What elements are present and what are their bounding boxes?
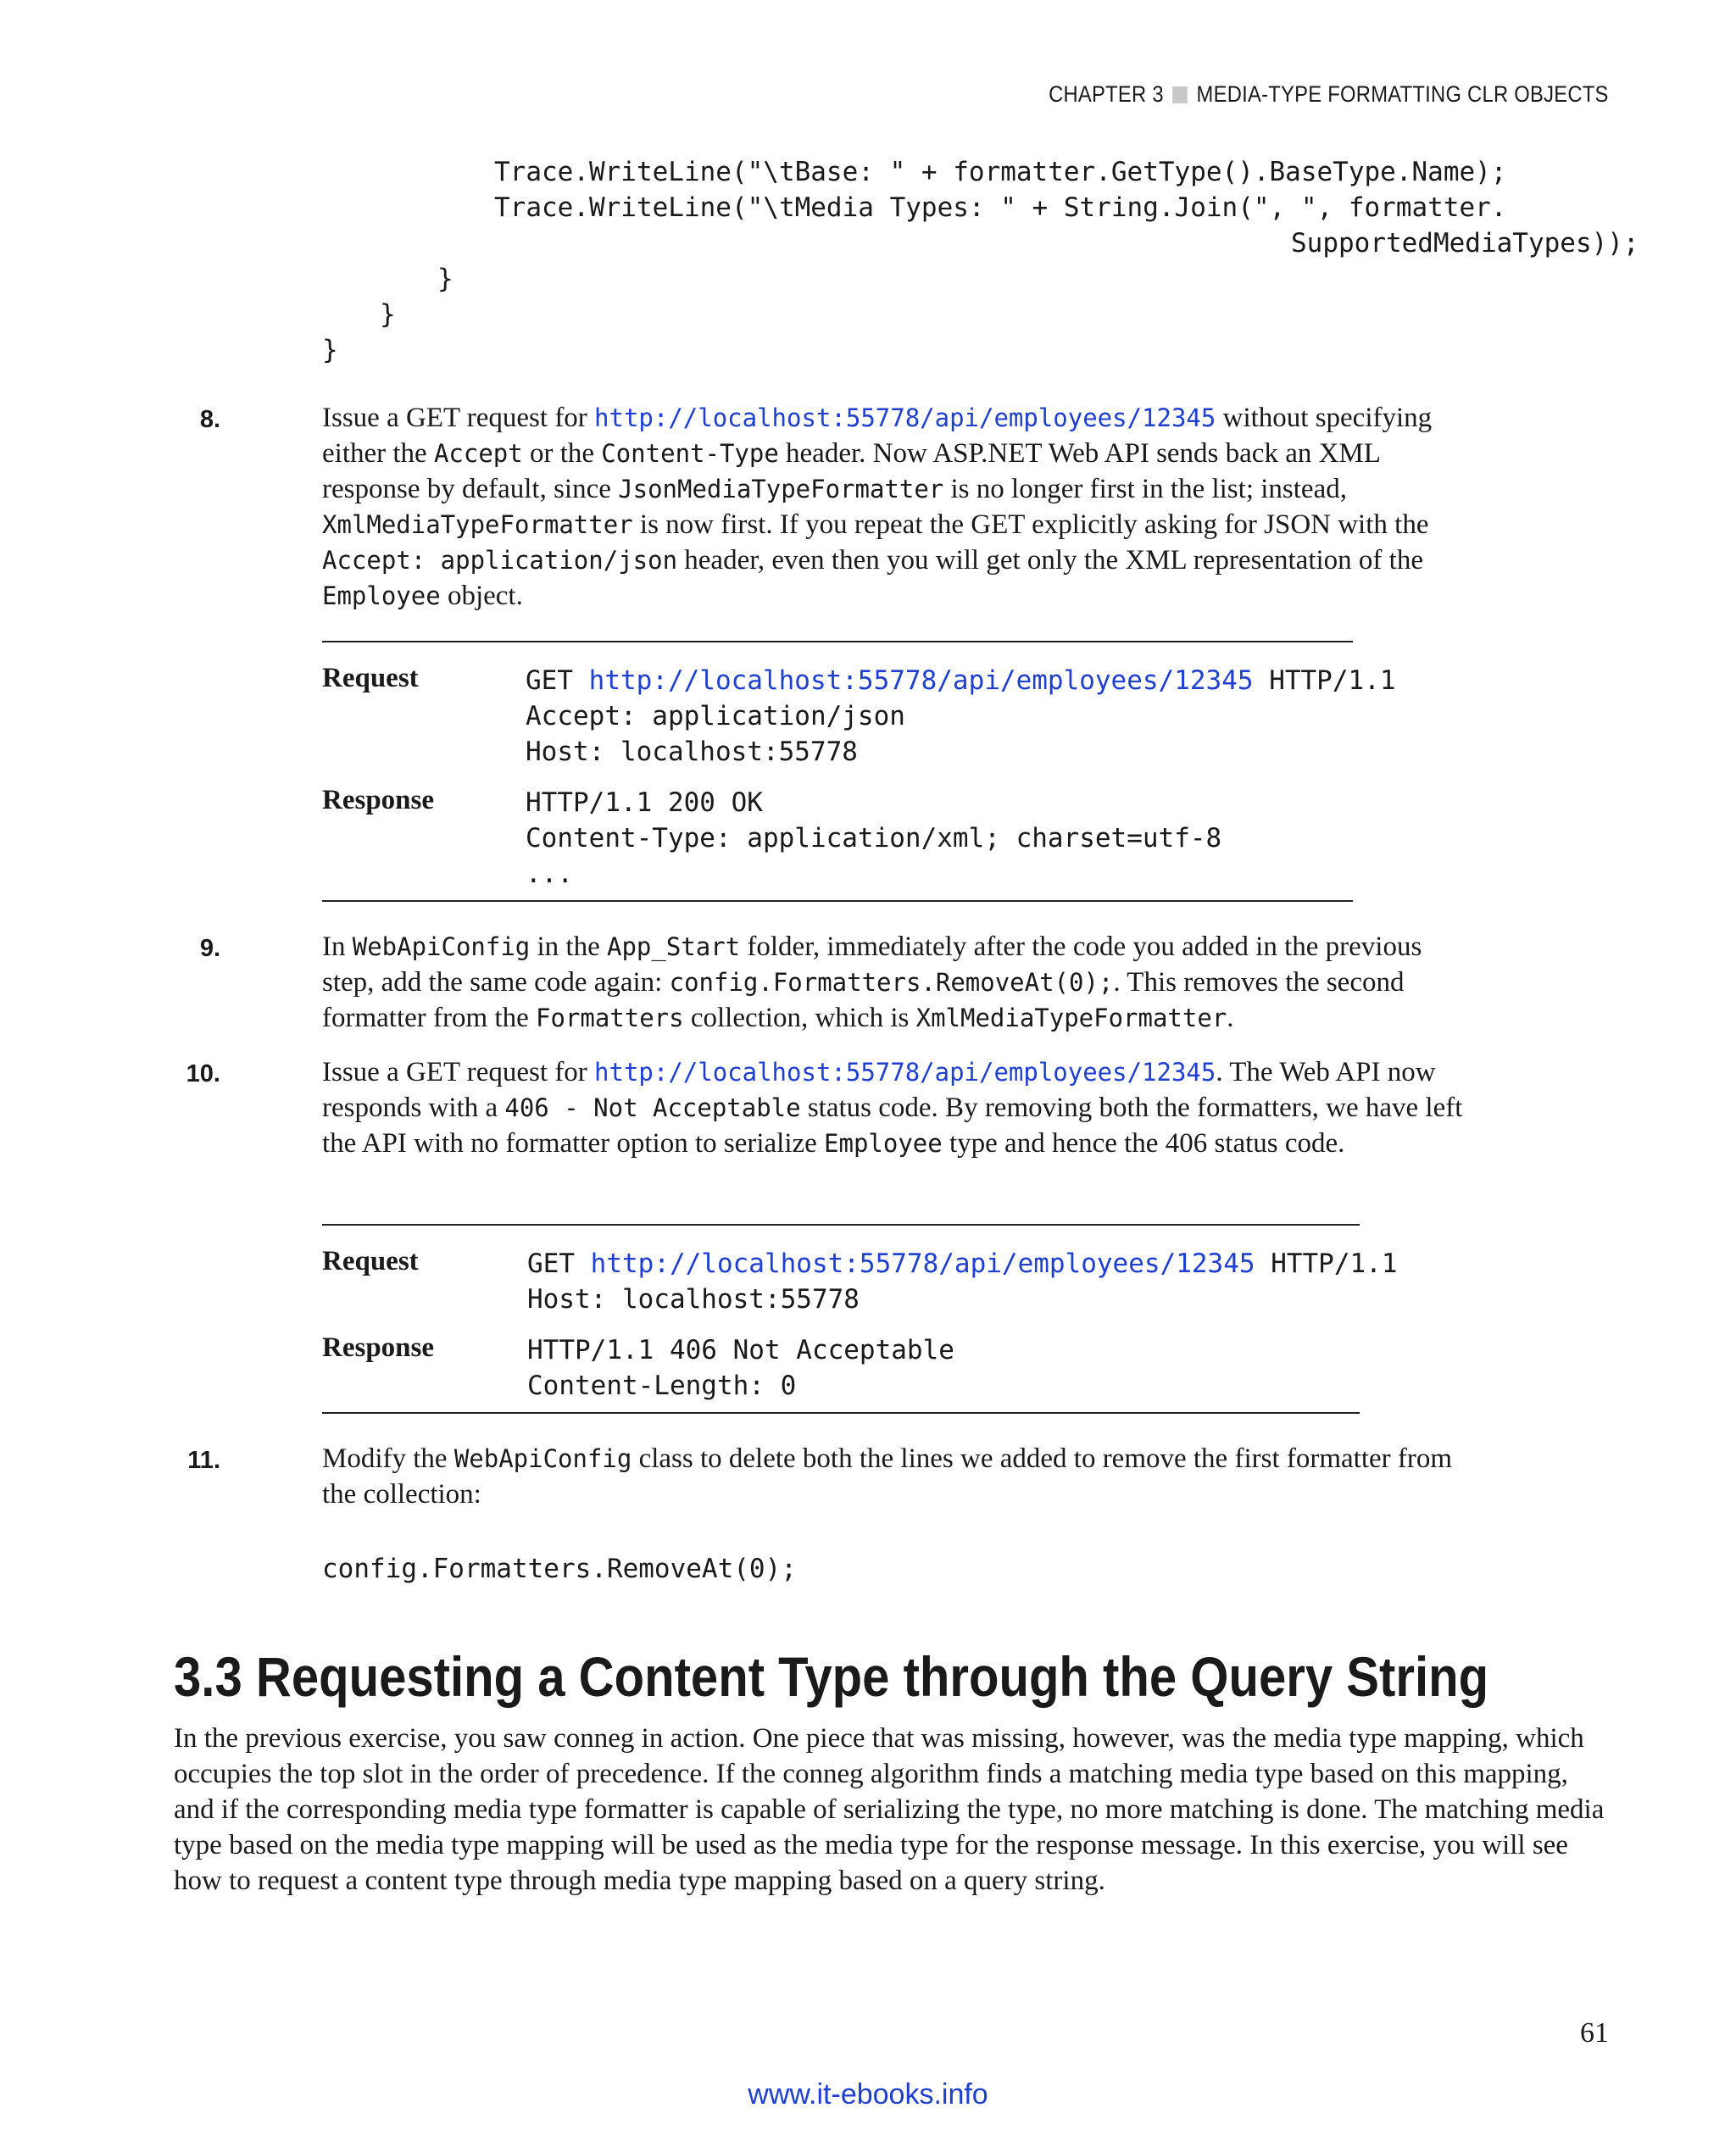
request-label: Request (322, 663, 419, 693)
page-number: 61 (1580, 2017, 1609, 2049)
url-link[interactable]: http://localhost:55778/api/employees/12345 (594, 403, 1216, 432)
code-line: Trace.WriteLine("\tBase: " + formatter.GetType().BaseType.Name); (494, 157, 1507, 187)
chapter-title: MEDIA-TYPE FORMATTING CLR OBJECTS (1196, 81, 1609, 107)
code-line: Trace.WriteLine("\tMedia Types: " + String.Join(", ", formatter. (494, 192, 1507, 223)
running-header (1049, 81, 1609, 108)
response-line: HTTP/1.1 200 OK (526, 787, 763, 818)
step-text: Modify the WebApiConfig class to delete both the lines we added to remove the first formatter from the collection: (322, 1443, 1453, 1510)
step-number: 9. (199, 935, 220, 962)
code-line: } (380, 299, 396, 330)
step-text: Issue a GET request for http://localhost:55778/api/employees/12345 without specifying either the Accept or the Content-Type header. Now ASP.NET Web API sends back an XML response by default, since JsonMediaTypeFormatter is no longer first in the list; instead, XmlMediaTypeFormatter is now first. If you repeat the GET explicitly asking for JSON with the Accept: application/json header, even then you will get only the XML representation of the Employee object. (322, 403, 1433, 611)
request-line: Host: localhost:55778 (527, 1284, 860, 1315)
request-line: Host: localhost:55778 (526, 737, 858, 767)
table-rule-bottom (322, 1412, 1360, 1414)
response-label: Response (322, 1332, 435, 1363)
request-line: Accept: application/json (526, 701, 905, 731)
response-line: Content-Type: application/xml; charset=utf-8 (526, 823, 1222, 854)
step-10 (186, 1054, 1466, 1161)
response-line: ... (526, 859, 573, 889)
table-rule-top (322, 641, 1353, 642)
section-paragraph: In the previous exercise, you saw conneg in action. One piece that was missing, however, was the media type mapping, which occupies the top slot in the order of precedence. If the conneg algorithm finds a matching media type based on this mapping, and if the corresponding media type formatter is capable of serializing the type, no more matching is done. The matching media type based on the media type mapping will be used as the media type for the response message. In this exercise, you will see how to request a content type through media type mapping based on a query string. (174, 1723, 1605, 1896)
request-label: Request (322, 1246, 419, 1276)
chapter-label: CHAPTER 3 (1049, 81, 1165, 107)
step-number: 10. (186, 1060, 220, 1087)
header-separator-square (1173, 86, 1188, 103)
request-line: GET http://localhost:55778/api/employees/12345 HTTP/1.1 (526, 665, 1396, 696)
step-8 (199, 400, 1466, 614)
request-line: GET http://localhost:55778/api/employees/12345 HTTP/1.1 (527, 1248, 1398, 1279)
url-link[interactable]: http://localhost:55778/api/employees/12345 (588, 665, 1254, 696)
code-line: SupportedMediaTypes)); (1291, 228, 1639, 259)
step-text: Issue a GET request for http://localhost:55778/api/employees/12345. The Web API now responds with a 406 - Not Acceptable status code. By removing both the formatters, we have left the API with no formatter option to serialize Employee type and hence the 406 status code. (322, 1057, 1463, 1159)
code-line: } (437, 264, 453, 294)
step-text: In WebApiConfig in the App_Start folder, immediately after the code you added in the previous step, add the same code again: config.Formatters.RemoveAt(0);. This removes the second formatter from the Formatters collection, which is XmlMediaTypeFormatter. (322, 931, 1422, 1033)
code-line: } (322, 335, 338, 365)
step-11 (187, 1441, 1466, 1512)
response-line: HTTP/1.1 406 Not Acceptable (527, 1335, 954, 1365)
step-9 (199, 929, 1466, 1036)
table-rule-bottom (322, 900, 1353, 902)
response-label: Response (322, 785, 435, 815)
code-line: config.Formatters.RemoveAt(0); (322, 1554, 797, 1584)
section-heading: 3.3 Requesting a Content Type through the Query String (174, 1645, 1489, 1708)
footer-url-link[interactable]: www.it-ebooks.info (748, 2078, 988, 2110)
step-number: 8. (199, 406, 220, 433)
url-link[interactable]: http://localhost:55778/api/employees/12345 (590, 1248, 1255, 1279)
response-line: Content-Length: 0 (527, 1371, 797, 1401)
step-number: 11. (187, 1447, 220, 1474)
url-link[interactable]: http://localhost:55778/api/employees/12345 (594, 1058, 1216, 1087)
table-rule-top (322, 1224, 1360, 1226)
